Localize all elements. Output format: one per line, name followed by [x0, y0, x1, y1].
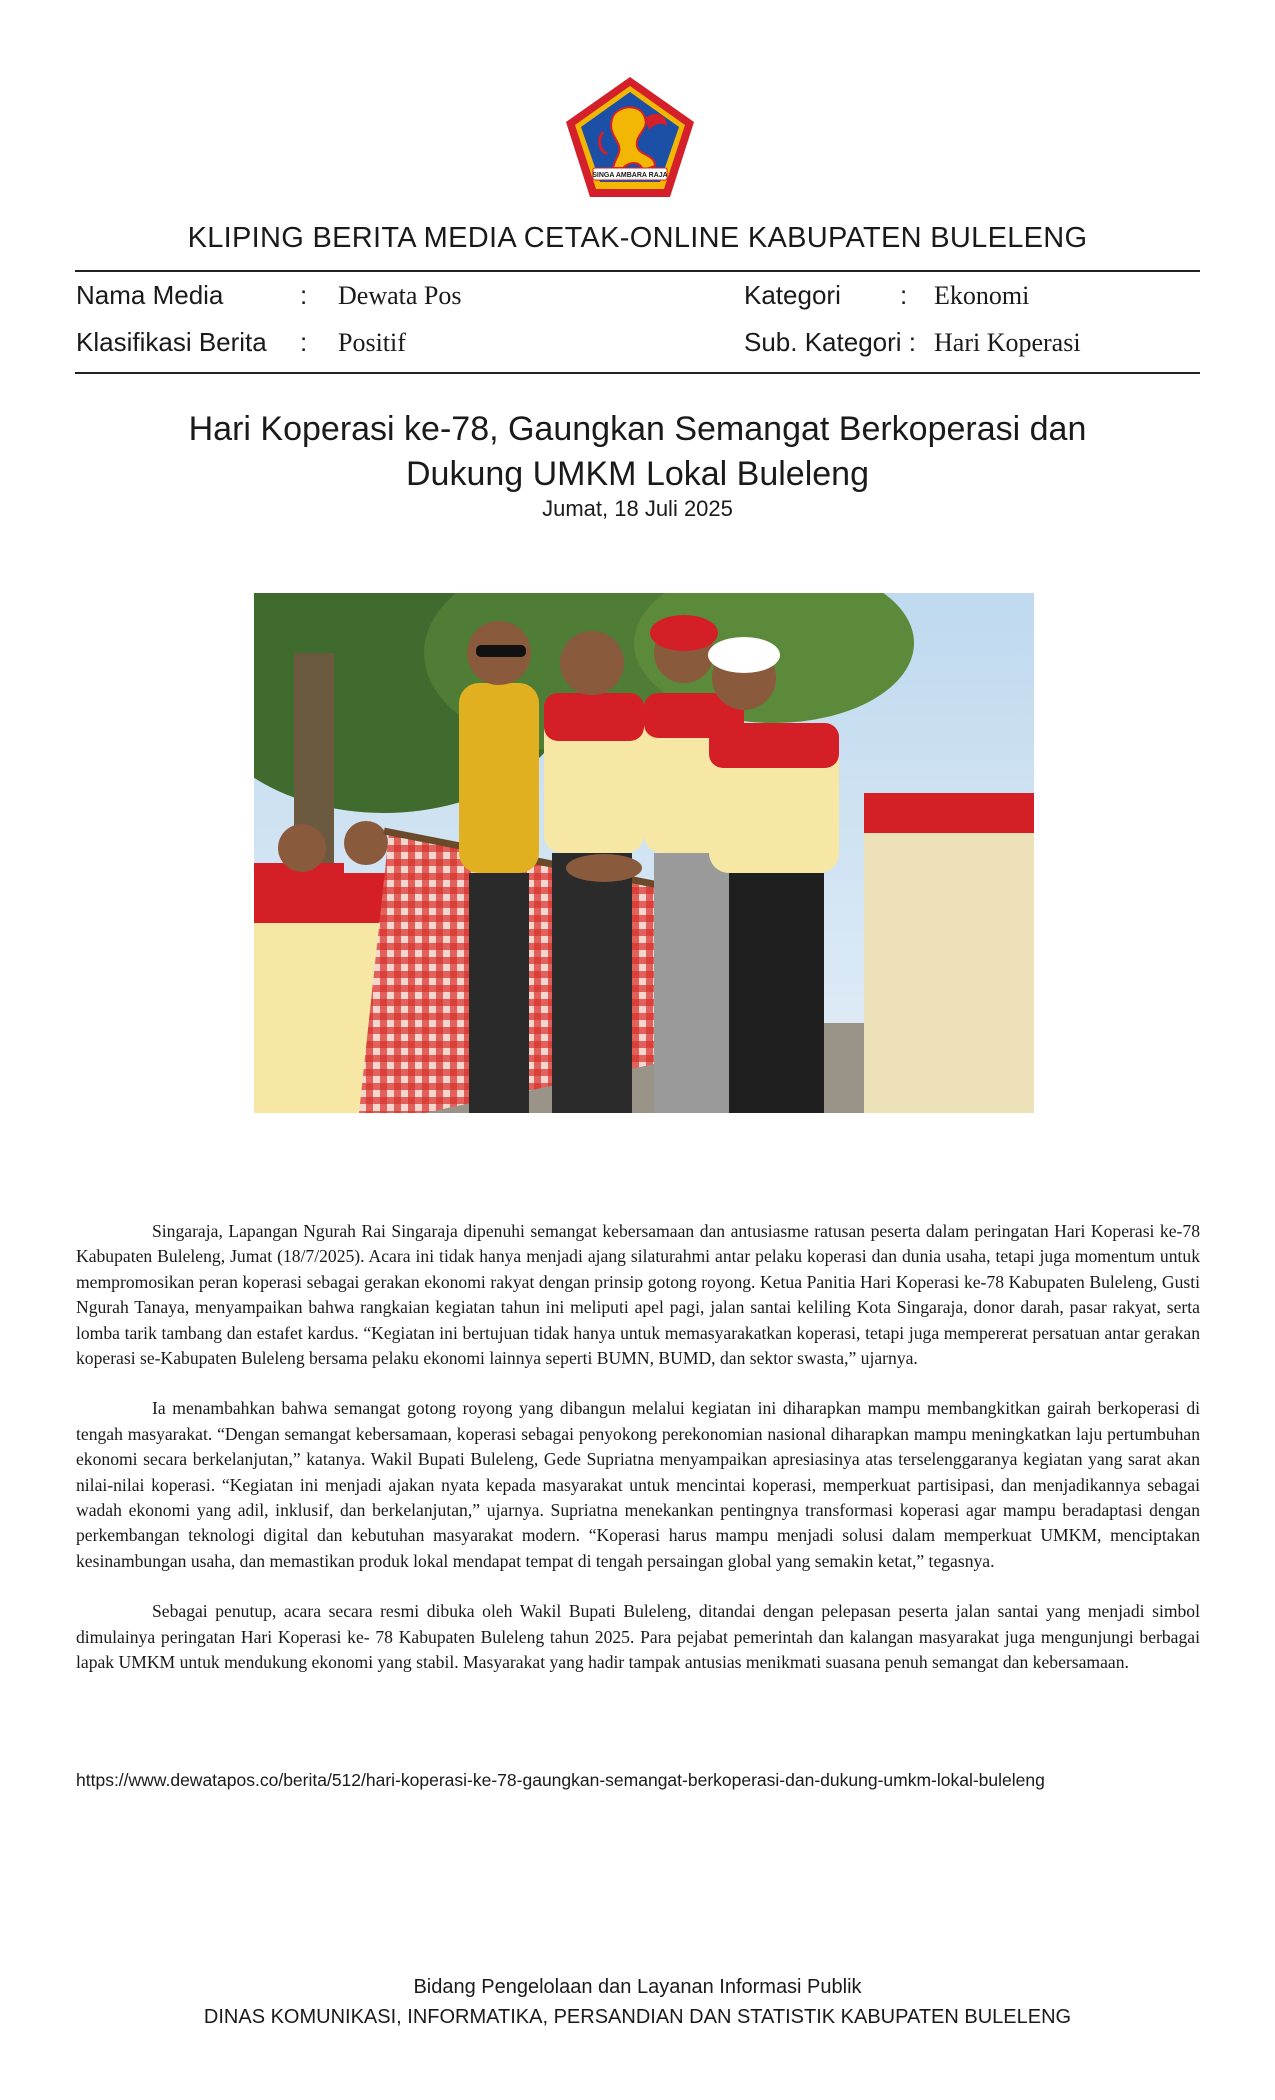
article-body	[76, 1219, 1200, 1701]
klasifikasi-value: Positif	[338, 328, 406, 357]
subkategori-label: Sub. Kategori :	[744, 327, 916, 357]
kategori-value: Ekonomi	[934, 281, 1030, 310]
subkategori-value: Hari Koperasi	[934, 328, 1081, 357]
divider-bottom	[75, 372, 1200, 374]
kategori-label: Kategori	[744, 280, 841, 310]
source-link[interactable]: https://www.dewatapos.co/berita/512/hari-koperasi-ke-78-gaungkan-semangat-berkoperasi-dan-dukung-umkm-lokal-buleleng	[76, 1770, 1045, 1790]
media-colon: :	[300, 280, 308, 310]
logo-motto: SINGA AMBARA RAJA	[592, 172, 668, 179]
media-value: Dewata Pos	[338, 281, 462, 310]
media-label: Nama Media	[76, 280, 224, 310]
article-photo	[254, 593, 1034, 1113]
document-title: KLIPING BERITA MEDIA CETAK-ONLINE KABUPATEN BULELENG	[187, 222, 1088, 254]
footer-division: Bidang Pengelolaan dan Layanan Informasi Publik	[413, 1976, 862, 1998]
klasifikasi-label: Klasifikasi Berita	[76, 327, 267, 357]
kategori-colon: :	[900, 280, 908, 310]
article-paragraph-2: Ia menambahkan bahwa semangat gotong royong yang dibangun melalui kegiatan ini diharapkan mampu membangkitkan gairah berkoperasi di tengah masyarakat. “Dengan semangat kebersamaan, koperasi sebagai penyokong perekonomian nasional diharapkan mampu meningkatkan laju pertumbuhan ekonomi secara berkelanjutan,” katanya. Wakil Bupati Buleleng, Gede Supriatna menyampaikan apresiasinya atas terselenggaranya kegiatan yang sarat akan nilai-nilai koperasi. “Kegiatan ini menjadi ajakan nyata kepada masyarakat untuk mencintai koperasi, memperkuat partisipasi, dan menjadikannya sebagai wadah ekonomi yang adil, inklusif, dan berkelanjutan,” ujarnya. Supriatna menekankan pentingnya transformasi koperasi agar mampu beradaptasi dengan perkembangan teknologi digital dan kebutuhan masyarakat modern. “Koperasi harus mampu menjadi solusi dalam memperkuat UMKM, menciptakan kesinambungan usaha, dan memastikan produk lokal mendapat tempat di tengah persaingan global yang semakin ketat,” tegasnya.	[76, 1398, 1200, 1571]
article-paragraph-1: Singaraja, Lapangan Ngurah Rai Singaraja dipenuhi semangat kebersamaan dan antusiasme ratusan peserta dalam peringatan Hari Koperasi ke-78 Kabupaten Buleleng, Jumat (18/7/2025). Acara ini tidak hanya menjadi ajang silaturahmi antar pelaku koperasi dan dunia usaha, tetapi juga momentum untuk mempromosikan peran koperasi sebagai gerakan ekonomi rakyat dengan prinsip gotong royong. Ketua Panitia Hari Koperasi ke-78 Kabupaten Buleleng, Gusti Ngurah Tanaya, menyampaikan bahwa rangkaian kegiatan tahun ini meliputi apel pagi, jalan santai keliling Kota Singaraja, donor darah, pasar rakyat, serta lomba tarik tambang dan estafet kardus. “Kegiatan ini bertujuan tidak hanya untuk memasyarakatkan koperasi, tetapi juga mempererat persatuan antar gerakan koperasi se-Kabupaten Buleleng bersama pelaku ekonomi lainnya seperti BUMN, BUMD, dan sektor swasta,” ujarnya.	[76, 1221, 1200, 1369]
klasifikasi-colon: :	[300, 327, 308, 357]
divider-top	[75, 270, 1200, 272]
footer-agency: DINAS KOMUNIKASI, INFORMATIKA, PERSANDIAN DAN STATISTIK KABUPATEN BULELENG	[203, 2006, 1072, 2028]
headline-line-1: Hari Koperasi ke-78, Gaungkan Semangat Berkoperasi dan	[188, 410, 1087, 448]
article-paragraph-3: Sebagai penutup, acara secara resmi dibuka oleh Wakil Bupati Buleleng, ditandai dengan pelepasan peserta jalan santai yang menjadi simbol dimulainya peringatan Hari Koperasi ke- 78 Kabupaten Buleleng tahun 2025. Para pejabat pemerintah dan kalangan masyarakat juga mengunjungi berbagai lapak UMKM untuk mendukung ekonomi yang stabil. Masyarakat yang hadir tampak antusias menikmati suasana penuh semangat dan kebersamaan.	[76, 1601, 1200, 1673]
article-date: Jumat, 18 Juli 2025	[542, 496, 733, 521]
article-headline	[100, 407, 1175, 497]
headline-line-2: Dukung UMKM Lokal Buleleng	[405, 455, 870, 493]
regency-logo	[563, 74, 697, 200]
